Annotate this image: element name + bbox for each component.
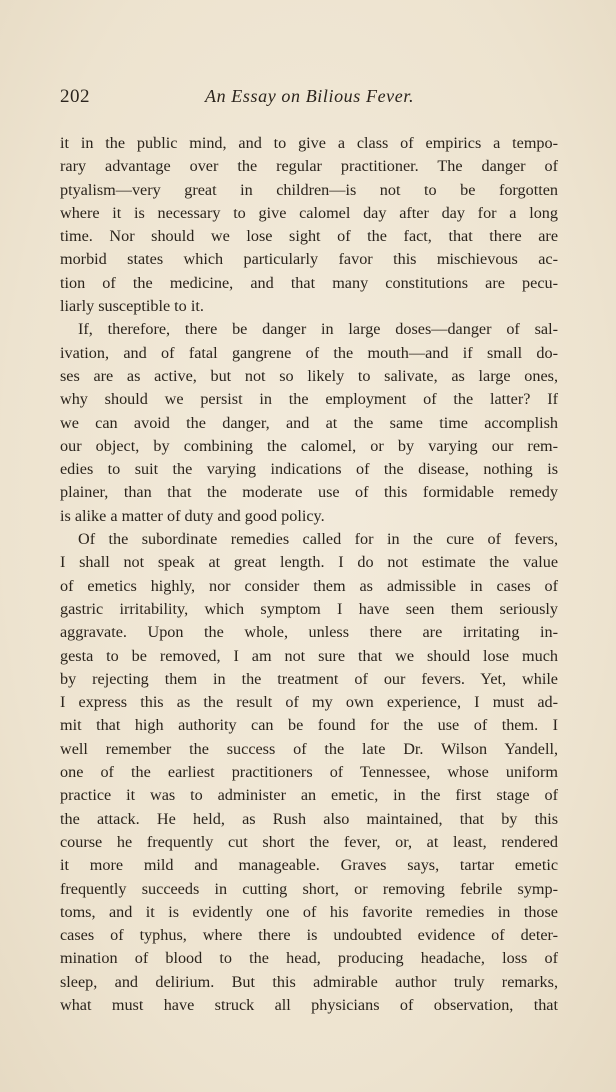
text-line: course he frequently cut short the fever, or, at least, rendered	[60, 832, 558, 851]
text-line: sleep, and delirium. But this admirable author truly remarks,	[60, 972, 558, 991]
text-line: where it is necessary to give calomel day after day for a long	[60, 203, 558, 222]
text-line: I shall not speak at great length. I do not estimate the value	[60, 553, 558, 572]
text-line: ses are as active, but not so likely to salivate, as large ones,	[60, 366, 558, 385]
text-line: cases of typhus, where there is undoubted evidence of deter-	[60, 926, 558, 945]
text-line: gastric irritability, which symptom I have seen them seriously	[60, 599, 558, 618]
text-line: mination of blood to the head, producing headache, loss of	[60, 949, 558, 968]
text-line: gesta to be removed, I am not sure that we should lose much	[60, 646, 558, 665]
page-header	[60, 86, 560, 110]
text-line: morbid states which particularly favor this mischievous ac-	[60, 250, 558, 269]
text-line: is alike a matter of duty and good policy.	[60, 506, 325, 525]
text-line: by rejecting them in the treatment of our fevers. Yet, while	[60, 669, 558, 688]
text-line: I express this as the result of my own experience, I must ad-	[60, 693, 558, 712]
text-line: aggravate. Upon the whole, unless there are irritating in-	[60, 623, 558, 642]
text-line: ptyalism—very great in children—is not to be forgotten	[60, 180, 558, 199]
text-line: toms, and it is evidently one of his favorite remedies in those	[60, 902, 558, 921]
paragraph-start-line: If, therefore, there be danger in large doses—danger of sal-	[78, 320, 558, 339]
text-line: mit that high authority can be found for the use of them. I	[60, 716, 558, 735]
body-text	[60, 132, 558, 1017]
text-line: plainer, than that the moderate use of this formidable remedy	[60, 483, 558, 502]
text-line: of emetics highly, nor consider them as admissible in cases of	[60, 576, 558, 595]
text-line: our object, by combining the calomel, or by varying our rem-	[60, 436, 558, 455]
text-line: one of the earliest practitioners of Tennessee, whose uniform	[60, 763, 558, 782]
text-line: rary advantage over the regular practitioner. The danger of	[60, 157, 558, 176]
text-line: practice it was to administer an emetic, in the first stage of	[60, 786, 558, 805]
text-line: it more mild and manageable. Graves says, tartar emetic	[60, 856, 558, 875]
text-line: ivation, and of fatal gangrene of the mouth—and if small do-	[60, 343, 558, 362]
text-line: tion of the medicine, and that many constitutions are pecu-	[60, 273, 558, 292]
running-head: An Essay on Bilious Fever.	[205, 86, 415, 106]
page-number: 202	[60, 86, 90, 107]
text-line: time. Nor should we lose sight of the fact, that there are	[60, 227, 558, 246]
paragraph-start-line: Of the subordinate remedies called for in the cure of fevers,	[78, 530, 558, 549]
text-line: we can avoid the danger, and at the same time accomplish	[60, 413, 558, 432]
text-line: what must have struck all physicians of observation, that	[60, 995, 558, 1014]
text-line: the attack. He held, as Rush also maintained, that by this	[60, 809, 558, 828]
text-line: well remember the success of the late Dr. Wilson Yandell,	[60, 739, 558, 758]
text-line: frequently succeeds in cutting short, or removing febrile symp-	[60, 879, 558, 898]
text-line: it in the public mind, and to give a class of empirics a tempo-	[60, 134, 558, 152]
text-line: edies to suit the varying indications of the disease, nothing is	[60, 460, 558, 479]
text-line: liarly susceptible to it.	[60, 297, 204, 316]
text-line: why should we persist in the employment of the latter? If	[60, 390, 558, 409]
